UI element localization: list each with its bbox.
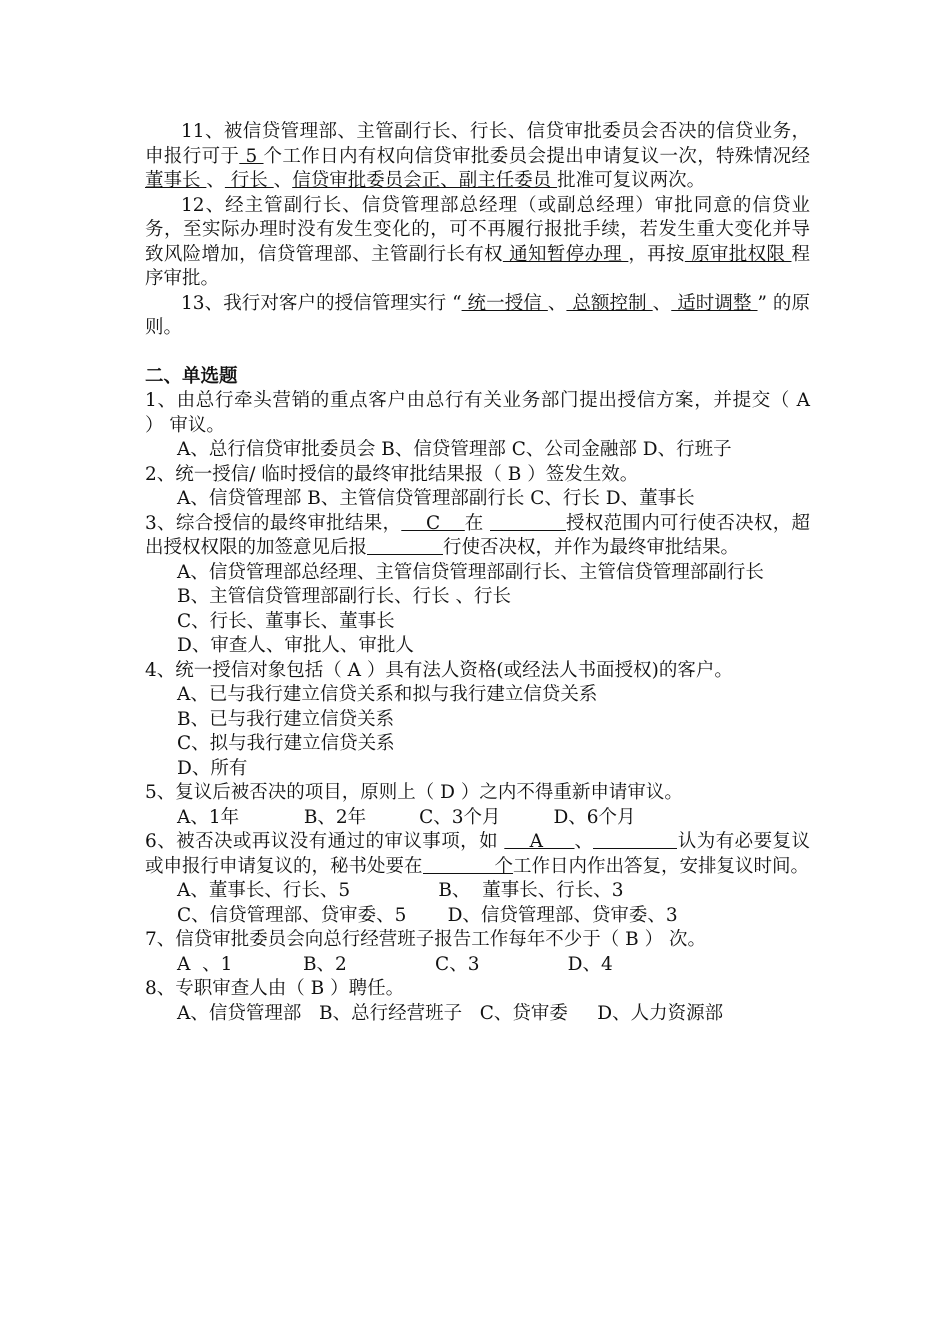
answer: 通知暂停办理 bbox=[502, 243, 629, 265]
blank bbox=[423, 855, 495, 874]
blank bbox=[367, 536, 443, 555]
answer: 5 bbox=[239, 145, 264, 167]
question-4-option-d: D、所有 bbox=[177, 757, 248, 779]
question-3: 3、综合授信的最终审批结果， C 在 授权范围内可行使否决权，超出授权权限的加签意见后报 行使否决权，并作为最终审批结果。 bbox=[145, 512, 810, 558]
question-3-option-a: A、信贷管理部总经理、主管信贷管理部副行长、主管信贷管理部副行长 bbox=[177, 561, 764, 583]
document-page bbox=[145, 120, 810, 1026]
question-2: 2、统一授信/ 临时授信的最终审批结果报（ B ）签发生效。 bbox=[145, 463, 639, 485]
answer: 适时调整 bbox=[671, 292, 758, 314]
question-5: 5、复议后被否决的项目，原则上（ D ）之内不得重新申请审议。 bbox=[145, 782, 683, 803]
question-4-option-b: B、已与我行建立信贷关系 bbox=[177, 708, 395, 730]
question-6: 6、被否决或再议没有通过的审议事项，如 A 、 认为有必要复议或申报行申请复议的，秘书处要在 个工作日内作出答复，安排复议时间。 bbox=[145, 831, 810, 877]
question-6-options-cd: C、信贷管理部、贷审委、5 D、信贷管理部、贷审委、3 bbox=[177, 904, 678, 926]
blank bbox=[593, 830, 677, 849]
question-8: 8、专职审查人由（ B ）聘任。 bbox=[145, 978, 405, 999]
answer: 统一授信 bbox=[461, 292, 548, 314]
question-4-option-a: A、已与我行建立信贷关系和拟与我行建立信贷关系 bbox=[177, 684, 598, 705]
question-1-options: A、总行信贷审批委员会 B、信贷管理部 C、公司金融部 D、行班子 bbox=[177, 439, 732, 460]
question-5-options: A、1年 B、2年 C、3个月 D、6个月 bbox=[177, 806, 636, 828]
spacer bbox=[145, 341, 810, 365]
section-heading: 二、单选题 bbox=[145, 365, 238, 387]
question-7: 7、信贷审批委员会向总行经营班子报告工作每年不少于（ B ） 次。 bbox=[145, 929, 707, 950]
answer: A bbox=[504, 831, 575, 852]
question-1: 1、由总行牵头营销的重点客户由总行有关业务部门提出授信方案，并提交（ A ） 审议。 bbox=[145, 390, 810, 436]
question-3-option-b: B、主管信贷管理部副行长、行长 、行长 bbox=[177, 586, 511, 607]
fill-question-13: 13、我行对客户的授信管理实行 “ 统一授信 、 总额控制 、 适时调整 ” 的原则。 bbox=[145, 292, 811, 338]
fill-question-12: 12、经主管副行长、信贷管理部总经理（或副总经理）审批同意的信贷业务，至实际办理时没有发生变化的，可不再履行报批手续，若发生重大变化并导致风险增加，信贷管理部、主管副行长有权 通知暂停办理 ，再按 原审批权限 程序审批。 bbox=[145, 194, 810, 289]
question-7-options: A 、1 B、2 C、3 D、4 bbox=[177, 953, 613, 975]
answer: C bbox=[401, 512, 465, 534]
question-4: 4、统一授信对象包括（ A ）具有法人资格(或经法人书面授权)的客户。 bbox=[145, 659, 733, 681]
question-6-options-ab: A、董事长、行长、5 B、 董事长、行长、3 bbox=[177, 880, 624, 901]
answer: 董事长 bbox=[145, 170, 207, 191]
question-8-options: A、信贷管理部 B、总行经营班子 C、贷审委 D、人力资源部 bbox=[177, 1002, 724, 1024]
answer: 信贷审批委员会正、副主任委员 bbox=[292, 170, 558, 191]
fill-question-11: 11、被信贷管理部、主管副行长、行长、信贷审批委员会否决的信贷业务，申报行可于 5 个工作日内有权向信贷审批委员会提出申请复议一次，特殊情况经 董事长 、 行长 、信贷审批委员会正、副主任委员 批准可复议两次。 bbox=[145, 121, 810, 191]
question-3-option-c: C、行长、董事长、董事长 bbox=[177, 610, 395, 632]
question-4-option-c: C、拟与我行建立信贷关系 bbox=[177, 733, 395, 754]
answer: 原审批权限 bbox=[684, 243, 792, 265]
answer: 总额控制 bbox=[566, 292, 653, 314]
question-2-options: A、信贷管理部 B、主管信贷管理部副行长 C、行长 D、董事长 bbox=[177, 488, 695, 509]
answer: 行长 bbox=[224, 170, 274, 191]
question-3-option-d: D、审查人、审批人、审批人 bbox=[177, 635, 414, 656]
blank bbox=[490, 512, 566, 531]
